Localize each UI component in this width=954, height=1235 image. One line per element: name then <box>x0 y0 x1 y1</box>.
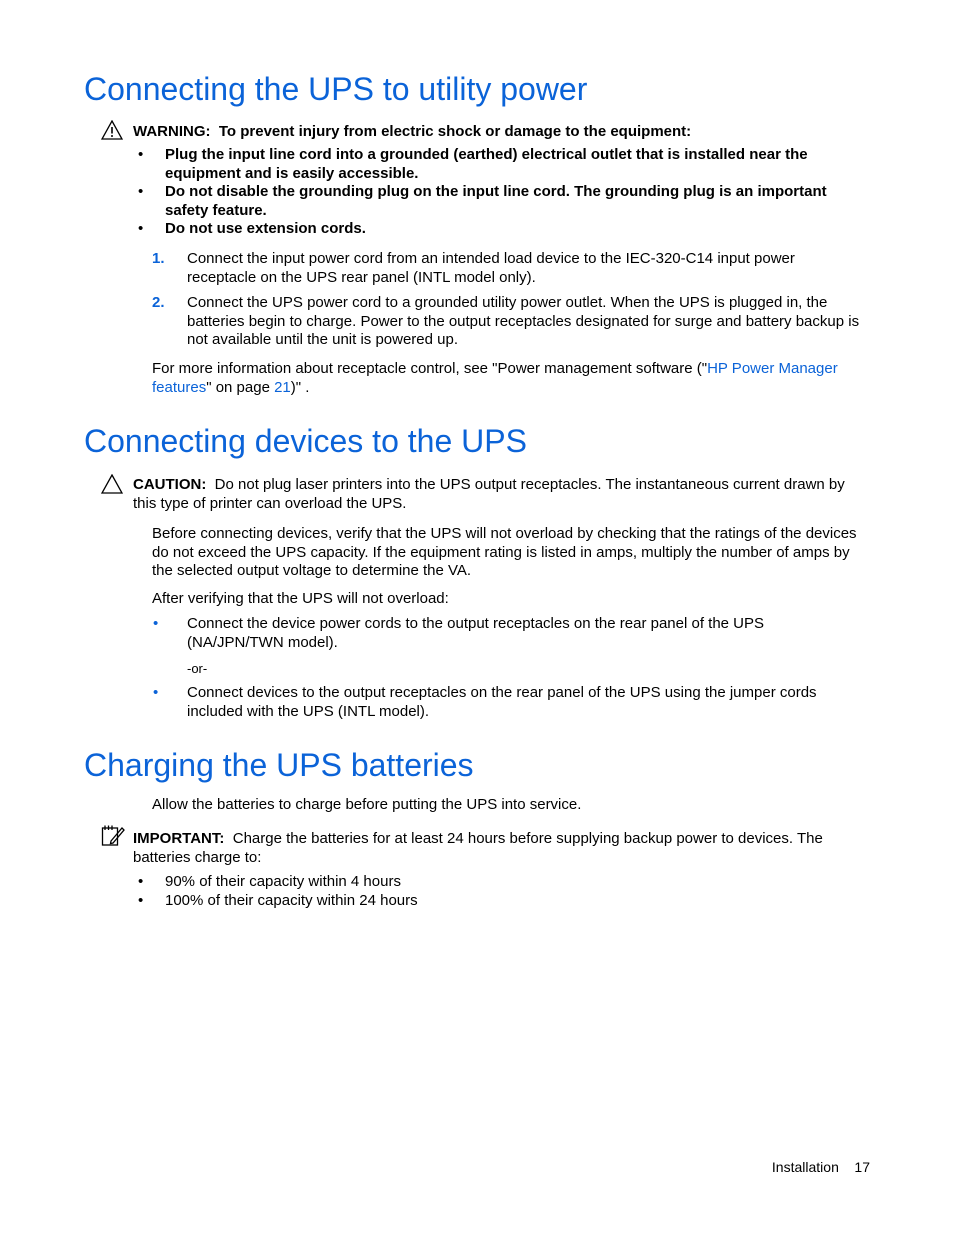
more-info-paragraph <box>152 360 862 397</box>
or-separator: -or- <box>187 661 208 676</box>
page-footer <box>772 1159 870 1176</box>
footer-section: Installation <box>771 1159 839 1175</box>
step-number: 1. <box>152 250 165 267</box>
warning-heading <box>133 123 893 142</box>
charge-bullet: 90% of their capacity within 4 hours <box>165 873 401 890</box>
caution-label: CAUTION: <box>133 476 207 493</box>
after-verifying-paragraph: After verifying that the UPS will not overload: <box>152 590 449 607</box>
warning-triangle-icon <box>101 120 123 140</box>
important-text: Charge the batteries for at least 24 hours before supplying backup power to devices. The batteries charge to: <box>133 830 823 866</box>
more-info-middle: " on page <box>206 378 275 396</box>
warning-label: WARNING: <box>133 123 211 140</box>
bullet-dot: • <box>138 183 144 200</box>
section-title-connecting-devices: Connecting devices to the UPS <box>84 423 527 459</box>
warning-bullet: Plug the input line cord into a grounded (earthed) electrical outlet that is installed near the equipment and is easily accessible. <box>165 146 808 182</box>
charge-bullet: 100% of their capacity within 24 hours <box>165 892 418 909</box>
bullet-dot: • <box>138 220 144 237</box>
device-bullet: Connect the device power cords to the output receptacles on the rear panel of the UPS (NA/JPN/TWN model). <box>187 615 765 651</box>
bullet-dot: • <box>138 146 144 163</box>
important-label: IMPORTANT: <box>133 830 225 847</box>
device-bullet: Connect devices to the output receptacles on the rear panel of the UPS using the jumper cords included with the UPS (INTL model). <box>187 684 817 720</box>
bullet-dot: • <box>138 892 144 909</box>
bullet-dot: • <box>138 873 144 890</box>
more-info-suffix: )" . <box>290 378 310 396</box>
important-notepad-icon <box>101 824 125 848</box>
warning-bullet: Do not disable the grounding plug on the input line cord. The grounding plug is an important safety feature. <box>165 183 827 219</box>
footer-page-number: 17 <box>854 1159 870 1175</box>
warning-bullet: Do not use extension cords. <box>165 220 366 237</box>
step-text: Connect the input power cord from an intended load device to the IEC-320-C14 input power receptacle on the UPS rear panel (INTL model only). <box>187 250 795 286</box>
bullet-dot: • <box>153 615 159 632</box>
caution-triangle-icon <box>101 474 123 494</box>
charging-intro: Allow the batteries to charge before putting the UPS into service. <box>152 796 582 813</box>
power-manager-features-link[interactable]: HP Power Manager features <box>152 360 838 396</box>
bullet-dot: • <box>153 684 159 701</box>
step-number: 2. <box>152 294 165 311</box>
section-title-utility-power: Connecting the UPS to utility power <box>84 71 588 107</box>
overload-check-paragraph: Before connecting devices, verify that the UPS will not overload by checking that the ratings of the devices do not exceed the UPS capacity. If the equipment rating is listed in amps, multiply the number of amps by the selected output voltage to determine the VA. <box>152 525 857 579</box>
caution-note <box>133 476 868 513</box>
important-note <box>133 830 868 867</box>
page-21-link[interactable]: 21 <box>274 378 291 396</box>
more-info-prefix: For more information about receptacle control, see "Power management software (" <box>152 360 708 377</box>
step-text: Connect the UPS power cord to a grounded utility power outlet. When the UPS is plugged in, the batteries begin to charge. Power to the output receptacles designated for surge and battery backup is not available until the unit is powered up. <box>187 294 860 348</box>
warning-text: To prevent injury from electric shock or damage to the equipment: <box>218 123 692 140</box>
section-title-charging-batteries: Charging the UPS batteries <box>84 747 474 783</box>
caution-text: Do not plug laser printers into the UPS output receptacles. The instantaneous current drawn by this type of printer can overload the UPS. <box>133 476 845 512</box>
